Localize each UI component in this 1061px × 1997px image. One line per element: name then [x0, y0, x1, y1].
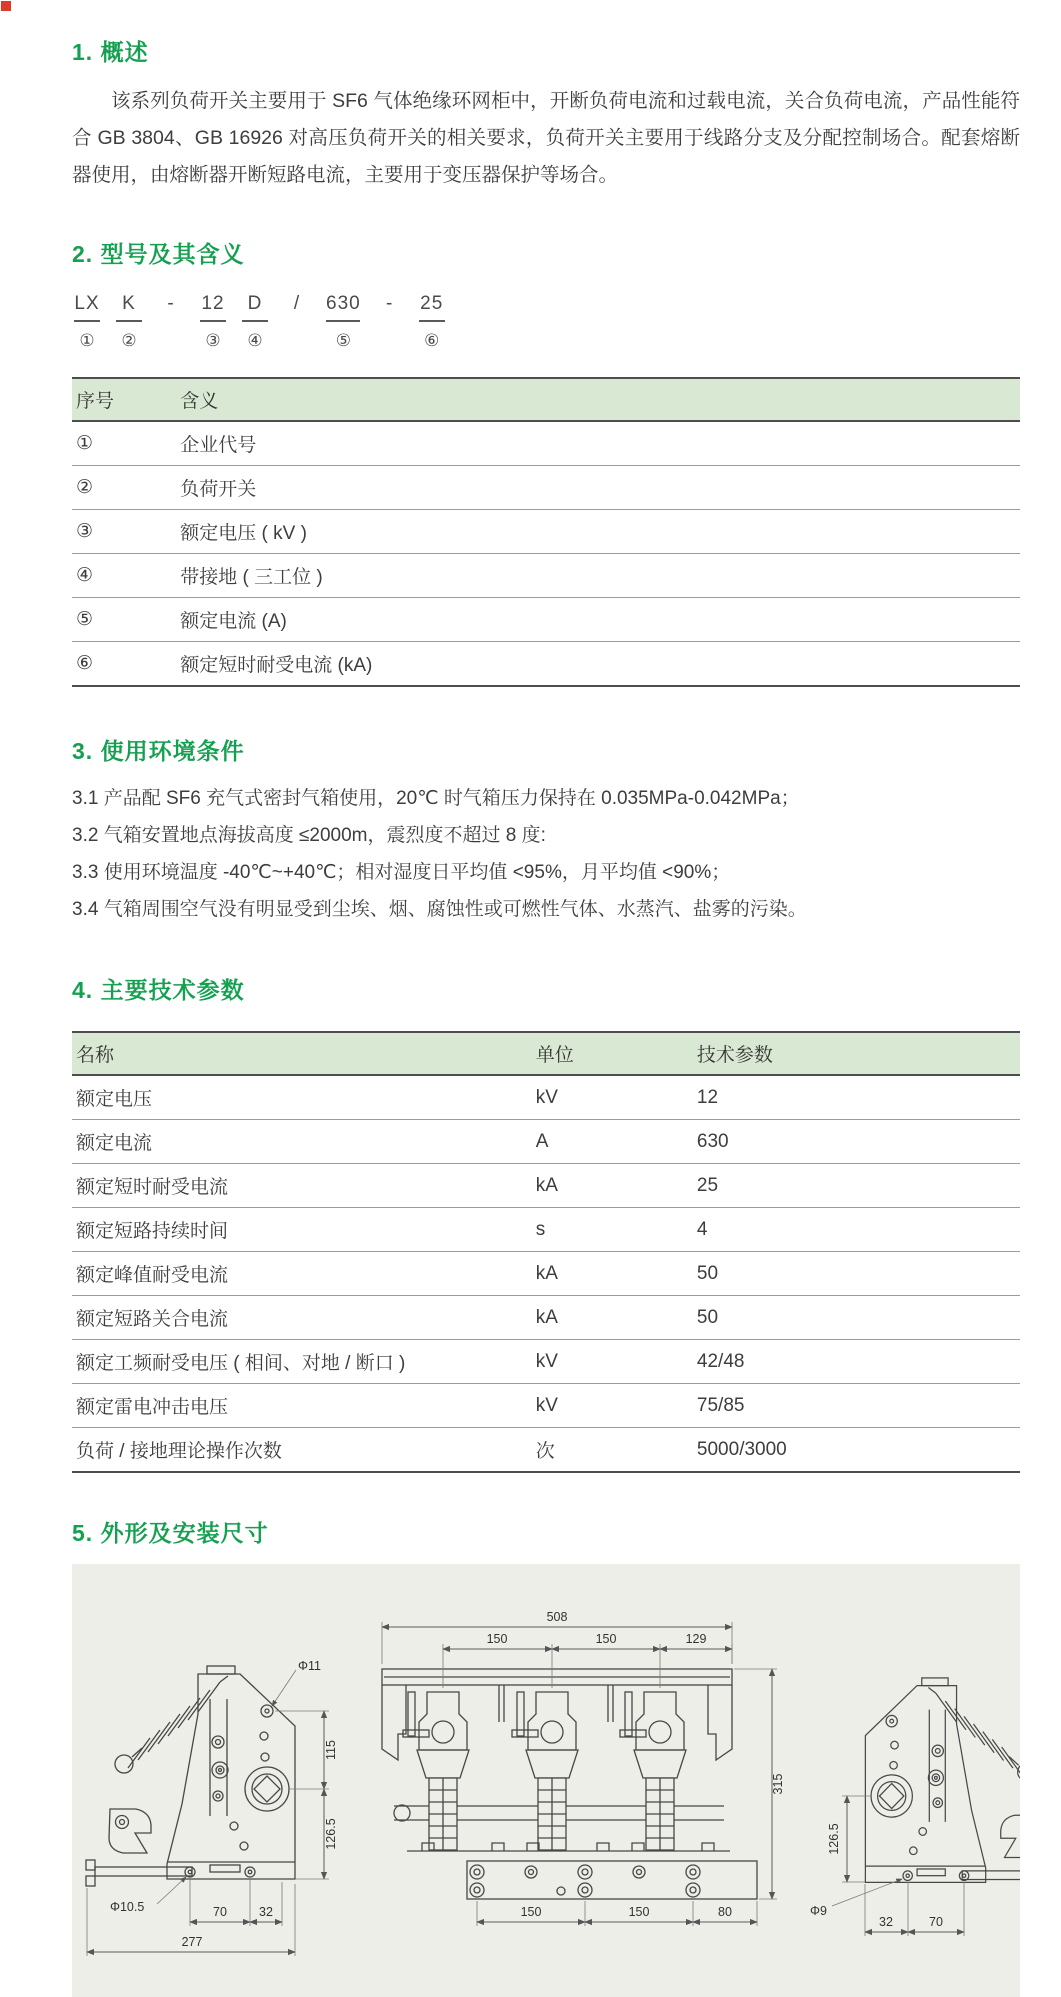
cell-name: 额定短路持续时间	[72, 1208, 532, 1252]
column-header: 单位	[532, 1032, 693, 1075]
table-row	[72, 1252, 1020, 1296]
cell-value: 75/85	[693, 1384, 1020, 1428]
cell-value: 50	[693, 1296, 1020, 1340]
section4-heading: 4. 主要技术参数	[72, 977, 245, 1003]
dim-label-32: 32	[259, 1905, 273, 1919]
table-row	[72, 1075, 1020, 1120]
dim-label-126-5: 126.5	[827, 1823, 841, 1855]
dim-label-150: 150	[628, 1905, 650, 1919]
dim-label-508: 508	[546, 1610, 568, 1624]
left-view-dimensions	[87, 1659, 338, 1956]
right-view-shapes	[865, 1678, 1020, 1889]
code-circle-number: ③	[205, 331, 221, 350]
cell-value: 42/48	[693, 1340, 1020, 1384]
cell-index: ③	[72, 510, 176, 554]
model-code-segment	[326, 293, 361, 351]
code-underline	[200, 320, 226, 322]
cell-unit: kV	[532, 1075, 693, 1120]
column-header: 序号	[72, 378, 176, 421]
cell-name: 负荷 / 接地理论操作次数	[72, 1428, 532, 1473]
model-code-segment	[200, 293, 226, 351]
cell-unit: s	[532, 1208, 693, 1252]
cell-index: ②	[72, 466, 176, 510]
code-text: /	[293, 293, 301, 314]
model-code	[74, 293, 1020, 351]
table-row	[72, 1208, 1020, 1252]
cell-name: 额定电流	[72, 1120, 532, 1164]
dim-label-phi9: Φ9	[810, 1904, 827, 1918]
cell-meaning: 带接地 ( 三工位 )	[176, 554, 1020, 598]
front-view-shapes	[382, 1669, 757, 1899]
cell-unit: kA	[532, 1164, 693, 1208]
column-header: 含义	[176, 378, 1020, 421]
environment-conditions-list	[72, 780, 1020, 928]
cell-meaning: 额定电流 (A)	[176, 598, 1020, 642]
dim-label-phi11: Φ11	[298, 1659, 321, 1673]
table-row	[72, 421, 1020, 466]
cell-unit: kV	[532, 1340, 693, 1384]
model-code-separator	[284, 293, 310, 351]
dim-label-126-5: 126.5	[324, 1818, 338, 1850]
dim-label-150: 150	[486, 1632, 508, 1646]
code-underline	[74, 320, 100, 322]
cell-name: 额定短时耐受电流	[72, 1164, 532, 1208]
code-circle-number: ①	[79, 331, 95, 350]
dim-label-129: 129	[685, 1632, 707, 1646]
code-circle-number: ⑤	[335, 331, 351, 350]
section2-heading: 2. 型号及其含义	[72, 241, 245, 267]
code-text: 25	[420, 293, 444, 314]
section3-heading: 3. 使用环境条件	[72, 738, 245, 764]
cell-unit: 次	[532, 1428, 693, 1473]
cell-value: 12	[693, 1075, 1020, 1120]
model-code-separator	[377, 293, 403, 351]
cell-meaning: 企业代号	[176, 421, 1020, 466]
code-text: K	[122, 293, 136, 314]
cell-name: 额定雷电冲击电压	[72, 1384, 532, 1428]
code-circle-number: ④	[247, 331, 263, 350]
pole-assembly	[403, 1692, 469, 1850]
code-text: LX	[74, 293, 100, 314]
dim-label-70: 70	[929, 1915, 943, 1929]
cell-value: 50	[693, 1252, 1020, 1296]
table-row	[72, 1340, 1020, 1384]
cell-index: ⑤	[72, 598, 176, 642]
table-row	[72, 466, 1020, 510]
model-code-segment	[419, 293, 445, 351]
table-row	[72, 1428, 1020, 1473]
dim-label-phi10-5: Φ10.5	[110, 1900, 145, 1914]
pole-assembly	[512, 1692, 578, 1850]
dim-label-150: 150	[520, 1905, 542, 1919]
table-row	[72, 1296, 1020, 1340]
code-underline	[116, 320, 142, 322]
cell-value: 5000/3000	[693, 1428, 1020, 1473]
cell-index: ⑥	[72, 642, 176, 687]
outline-dimension-drawing	[72, 1564, 1020, 1997]
cell-unit: kV	[532, 1384, 693, 1428]
list-item: 3.4 气箱周围空气没有明显受到尘埃、烟、腐蚀性或可燃性气体、水蒸汽、盐雾的污染。	[72, 899, 807, 920]
code-text: D	[247, 293, 263, 314]
column-header: 技术参数	[693, 1032, 1020, 1075]
section1-paragraph: 该系列负荷开关主要用于 SF6 气体绝缘环网柜中，开断负荷电流和过载电流，关合负荷电流，产品性能符合 GB 3804、GB 16926 对高压负荷开关的相关要求，负荷开关主要用于线路分支及分配控制场合。配套熔断器使用，由熔断器开断短路电流，主要用于变压器保护等场合。	[72, 90, 1020, 186]
code-text: -	[386, 293, 394, 314]
cell-meaning: 额定电压 ( kV )	[176, 510, 1020, 554]
model-code-segment	[242, 293, 268, 351]
code-text: -	[167, 293, 175, 314]
cell-name: 额定峰值耐受电流	[72, 1252, 532, 1296]
dim-label-115: 115	[324, 1740, 338, 1760]
cell-index: ④	[72, 554, 176, 598]
table-row	[72, 1384, 1020, 1428]
table-row	[72, 510, 1020, 554]
dim-label-150: 150	[595, 1632, 617, 1646]
cell-unit: A	[532, 1120, 693, 1164]
model-code-segment	[116, 293, 142, 351]
section5-heading: 5. 外形及安装尺寸	[72, 1520, 269, 1546]
list-item: 3.2 气箱安置地点海拔高度 ≤2000m，震烈度不超过 8 度:	[72, 825, 546, 846]
table-row	[72, 1164, 1020, 1208]
cell-value: 4	[693, 1208, 1020, 1252]
cell-meaning: 额定短时耐受电流 (kA)	[176, 642, 1020, 687]
technical-parameters-table	[72, 1031, 1020, 1473]
table-row	[72, 642, 1020, 687]
table-row	[72, 554, 1020, 598]
cell-unit: kA	[532, 1252, 693, 1296]
code-circle-number: ⑥	[424, 331, 440, 350]
cell-value: 25	[693, 1164, 1020, 1208]
dim-label-80: 80	[718, 1905, 732, 1919]
list-item: 3.1 产品配 SF6 充气式密封气箱使用，20℃ 时气箱压力保持在 0.035MPa-0.042MPa；	[72, 788, 800, 809]
cell-name: 额定短路关合电流	[72, 1296, 532, 1340]
dimension-drawing-svg	[72, 1564, 1020, 1997]
cell-index: ①	[72, 421, 176, 466]
dim-label-277: 277	[181, 1935, 203, 1949]
dim-label-32: 32	[879, 1915, 893, 1929]
left-view-shapes	[86, 1666, 295, 1886]
pole-assembly	[620, 1692, 686, 1850]
section1-heading: 1. 概述	[72, 39, 149, 65]
code-text: 12	[201, 293, 225, 314]
model-code-separator	[158, 293, 184, 351]
table-row	[72, 598, 1020, 642]
table-header-row	[72, 378, 1020, 421]
model-meaning-table	[72, 377, 1020, 687]
code-circle-number: ②	[121, 331, 137, 350]
code-underline	[242, 320, 268, 322]
cell-value: 630	[693, 1120, 1020, 1164]
page-corner-mark	[1, 1, 11, 11]
table-row	[72, 1120, 1020, 1164]
model-code-segment	[74, 293, 100, 351]
code-text: 630	[326, 293, 361, 314]
list-item: 3.3 使用环境温度 -40℃~+40℃；相对湿度日平均值 <95%，月平均值 <90%；	[72, 862, 731, 883]
table-header-row	[72, 1032, 1020, 1075]
column-header: 名称	[72, 1032, 532, 1075]
dim-label-315: 315	[771, 1773, 785, 1795]
cell-unit: kA	[532, 1296, 693, 1340]
cell-name: 额定电压	[72, 1075, 532, 1120]
code-underline	[419, 320, 445, 322]
dim-label-70: 70	[213, 1905, 227, 1919]
cell-name: 额定工频耐受电压 ( 相间、对地 / 断口 )	[72, 1340, 532, 1384]
cell-meaning: 负荷开关	[176, 466, 1020, 510]
code-underline	[326, 320, 360, 322]
